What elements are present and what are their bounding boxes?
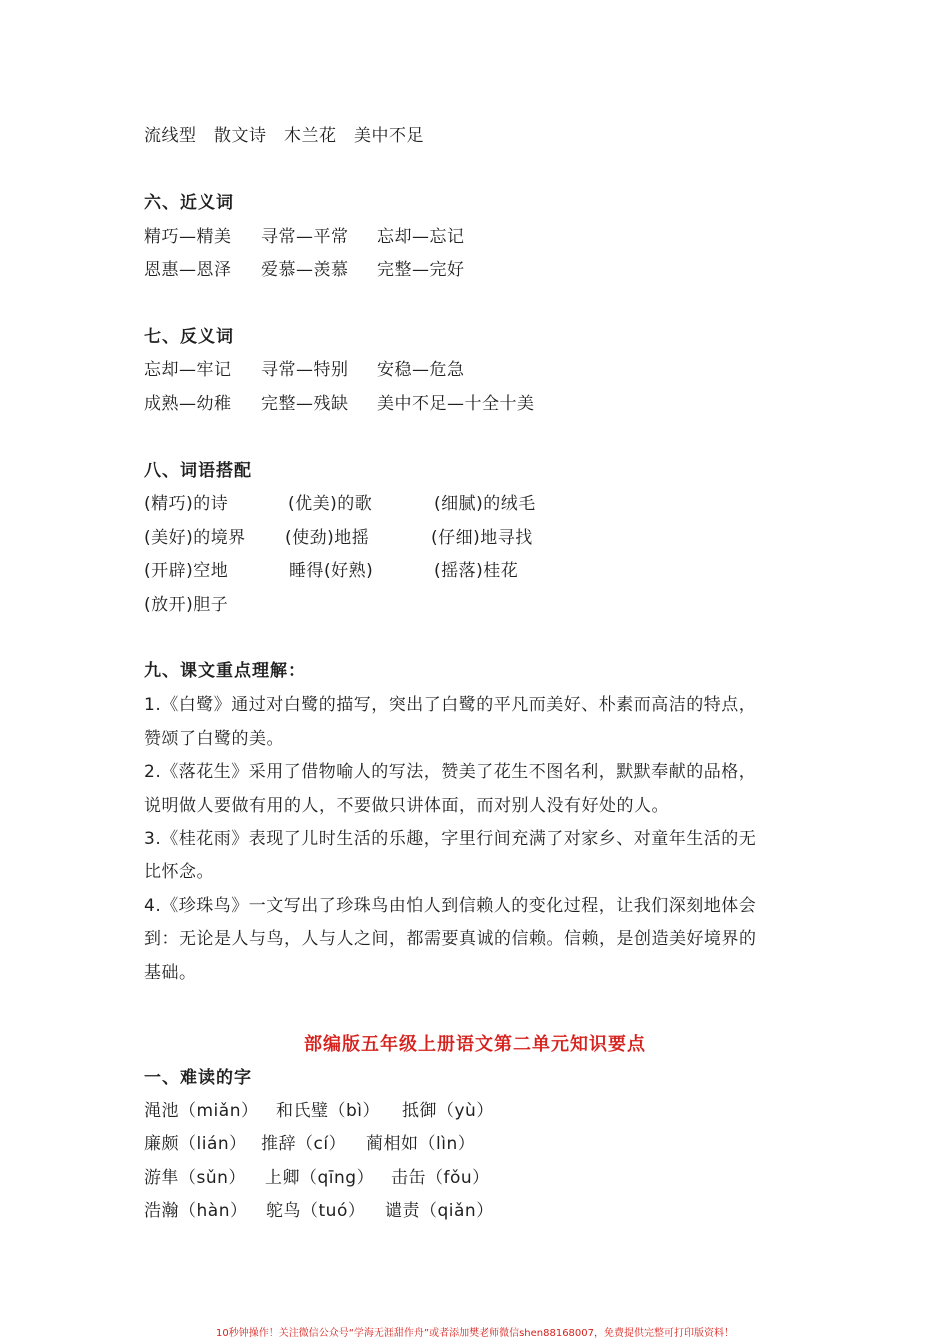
collocation: (精巧)的诗	[144, 494, 229, 514]
synonym-pair: 完整—完好	[377, 260, 465, 280]
collocation: (摇落)桂花	[434, 561, 519, 581]
hard-char-item: 谴责（qiǎn）	[385, 1201, 494, 1221]
hard-char-item: 蔺相如（lìn）	[366, 1134, 476, 1154]
footer-notice: 10秒钟操作！关注微信公众号“学海无涯甜作舟”或者添加樊老师微信shen88168007，免费提供完整可打印版资料！	[215, 1328, 735, 1339]
antonym-pair: 成熟—幼稚	[144, 394, 232, 414]
synonym-pair: 恩惠—恩泽	[144, 260, 232, 280]
key-point-line: 3.《桂花雨》表现了儿时生活的乐趣，字里行间充满了对家乡、对童年生活的无	[144, 829, 757, 849]
collocation: (仔细)地寻找	[431, 528, 533, 548]
key-points-heading: 九、课文重点理解：	[144, 661, 306, 681]
words-line: 流线型 散文诗 木兰花 美中不足	[144, 126, 424, 146]
collocations-heading: 八、词语搭配	[144, 461, 252, 481]
synonym-pair: 忘却—忘记	[377, 227, 465, 247]
hard-char-item: 和氏璧（bì）	[276, 1101, 381, 1121]
hard-char-item: 渑池（miǎn）	[144, 1101, 259, 1121]
hard-char-item: 廉颇（lián）	[144, 1134, 247, 1154]
antonym-pair: 安稳—危急	[377, 360, 465, 380]
hard-char-item: 击缶（fǒu）	[391, 1168, 490, 1188]
collocation: (使劲)地摇	[285, 528, 370, 548]
key-point-line: 说明做人要做有用的人，不要做只讲体面，而对别人没有好处的人。	[144, 796, 669, 816]
hard-char-item: 游隼（sǔn）	[144, 1168, 246, 1188]
collocation: (细腻)的绒毛	[434, 494, 536, 514]
key-point-line: 2.《落花生》采用了借物喻人的写法，赞美了花生不图名利，默默奉献的品格，	[144, 762, 757, 782]
hard-char-item: 上卿（qīng）	[265, 1168, 375, 1188]
synonyms-heading: 六、近义词	[144, 193, 234, 213]
key-point-line: 到：无论是人与鸟，人与人之间，都需要真诚的信赖。信赖，是创造美好境界的	[144, 929, 757, 949]
collocation: (放开)胆子	[144, 595, 229, 615]
antonyms-heading: 七、反义词	[144, 327, 234, 347]
synonym-pair: 寻常—平常	[261, 227, 349, 247]
synonym-pair: 爱慕—羡慕	[261, 260, 349, 280]
collocation: (开辟)空地	[144, 561, 229, 581]
key-point-line: 基础。	[144, 963, 197, 983]
collocation: (美好)的境界	[144, 528, 246, 548]
unit-title: 部编版五年级上册语文第二单元知识要点	[304, 1034, 646, 1055]
hard-char-item: 推辞（cí）	[261, 1134, 347, 1154]
key-point-line: 4.《珍珠鸟》一文写出了珍珠鸟由怕人到信赖人的变化过程，让我们深刻地体会	[144, 896, 757, 916]
key-point-line: 比怀念。	[144, 862, 214, 882]
antonym-pair: 完整—残缺	[261, 394, 349, 414]
hard-char-item: 浩瀚（hàn）	[144, 1201, 248, 1221]
hard-chars-heading: 一、难读的字	[144, 1068, 252, 1088]
collocation: 睡得(好熟)	[289, 561, 374, 581]
collocation: (优美)的歌	[288, 494, 373, 514]
antonym-pair: 忘却—牢记	[144, 360, 232, 380]
key-point-line: 赞颂了白鹭的美。	[144, 729, 284, 749]
synonym-pair: 精巧—精美	[144, 227, 232, 247]
hard-char-item: 鸵鸟（tuó）	[266, 1201, 366, 1221]
key-point-line: 1.《白鹭》通过对白鹭的描写，突出了白鹭的平凡而美好、朴素而高洁的特点，	[144, 695, 757, 715]
hard-char-item: 抵御（yù）	[402, 1101, 494, 1121]
antonym-pair: 寻常—特别	[261, 360, 349, 380]
antonym-pair: 美中不足—十全十美	[377, 394, 535, 414]
